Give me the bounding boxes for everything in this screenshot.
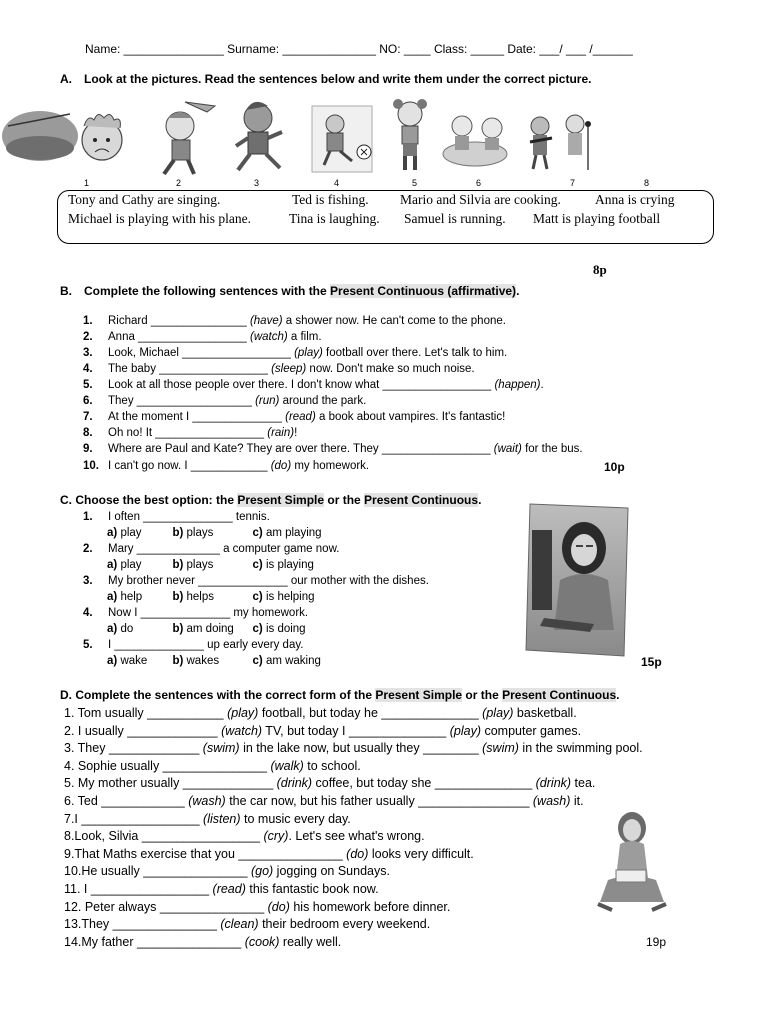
item-number: 7. [83,411,93,423]
item-verb-hint-1: (do) [267,899,290,914]
section-b-score: 10p [604,460,625,474]
item-text-post: my homework. [291,460,370,472]
item-text-pre: 5. My mother usually _____________ [64,776,277,791]
question-number: 1. [83,511,93,523]
item-verb-hint-1: (swim) [202,741,240,756]
section-d-item [64,724,581,738]
option-c-letter: c) [252,559,263,571]
item-text-post: for the bus. [521,443,583,455]
option-a-letter: a) [107,527,118,539]
item-text-post: basketball. [513,706,577,720]
item-verb-hint-2: (play) [482,706,514,720]
question-text: Mary _____________ a computer game now. [108,543,340,555]
item-text-pre: 6. Ted ____________ [64,794,189,808]
item-text-pre: Look, Michael _________________ [108,347,295,359]
item-text-post: a film. [287,331,322,343]
item-verb-hint-2: (play) [449,723,481,738]
section-b-item [83,395,366,407]
section-d-title-post: . [616,688,620,702]
item-text-pre: 10.He usually _______________ [64,864,251,879]
section-b-item [83,363,475,375]
question-text: I often ______________ tennis. [108,511,270,523]
sentence-3: Mario and Silvia are cooking. [400,192,561,207]
section-d-score: 19p [646,935,667,949]
option-b-letter: b) [172,527,184,539]
item-verb-hint: (run) [255,395,280,407]
section-d-item [64,706,577,720]
item-verb-hint-1: (do) [346,846,369,861]
item-text-pre: 3. They _____________ [64,741,203,756]
section-d-title [60,688,619,702]
item-text-pre: 9.That Maths exercise that you _______________ [64,846,347,861]
item-text-mid: coffee, but today she ______________ [312,776,536,791]
item-text-pre: 4. Sophie usually _______________ [64,758,271,773]
item-number: 8. [83,427,93,439]
item-verb-hint-2: (swim) [482,741,519,756]
item-number: 1. [83,315,93,327]
item-verb-hint-1: (drink) [276,776,313,791]
question-number: 2. [83,543,93,555]
item-text-post: in the swimming pool. [518,741,643,756]
section-d-item [64,935,341,949]
picture-4-football [312,106,372,172]
item-verb-hint: (rain) [267,427,295,439]
item-text-mid: jogging on Sundays. [273,864,390,879]
item-text-mid: looks very difficult. [368,846,474,861]
item-verb-hint: (sleep) [271,363,307,375]
section-d-item [64,917,430,931]
section-c-question [83,511,270,523]
item-text-mid: their bedroom every weekend. [258,917,431,932]
item-text-mid: this fantastic book now. [245,882,379,896]
item-text-post: computer games. [481,723,582,738]
section-c-title-mid: or the [324,493,365,507]
option-a-text: play [120,559,142,571]
item-verb-hint-1: (watch) [221,723,263,738]
item-verb-hint: (watch) [249,331,288,343]
item-text-pre: Look at all those people over there. I don't know what _________________ [108,379,495,391]
item-text-pre: I can't go now. I ____________ [108,460,271,472]
item-text-mid: the car now, but his father usually ________________ [225,794,533,808]
item-verb-hint: (read) [285,411,316,423]
item-text-pre: The baby _________________ [108,363,272,375]
section-d-item [64,759,361,773]
sentence-1: Tony and Cathy are singing. [68,192,221,207]
girl-at-computer-photo [524,500,634,660]
sentence-8: Matt is playing football [533,211,661,226]
section-b-item [83,347,507,359]
item-verb-hint-1: (clean) [220,917,259,932]
section-c-title-hl1: Present Simple [237,493,325,507]
section-c-options [107,655,321,667]
option-c-text: am playing [265,527,322,539]
item-number: 2. [83,331,93,343]
item-text-mid: to music every day. [240,811,351,826]
section-c-question [83,639,303,651]
item-text-pre: 7.I _________________ [64,811,204,826]
option-b-text: plays [186,559,214,571]
option-a-text: play [120,527,142,539]
section-b-item [83,411,505,423]
section-b-item [83,379,544,391]
section-a-title [60,72,591,86]
picture-number-3: 3 [254,178,260,188]
item-text-post: football over there. Let's talk to him. [322,347,508,359]
option-a-text: wake [120,655,148,667]
section-c-question [83,543,339,555]
option-a-text: help [120,591,143,603]
question-number: 5. [83,639,93,651]
item-verb-hint-1: (go) [250,864,274,879]
section-a-score: 8p [593,262,607,277]
item-text-mid: to school. [303,758,361,773]
picture-2-boy-plane [164,102,215,174]
sentence-6: Tina is laughing. [289,211,380,226]
section-b-item [83,331,322,343]
picture-7-singing [530,115,591,170]
picture-number-2: 2 [176,178,182,188]
option-c-letter: c) [252,655,263,667]
section-d-title-hl1: Present Simple [375,688,463,702]
item-verb-hint-1: (cook) [244,934,280,949]
section-b-item [83,427,297,439]
item-text-post: a book about vampires. It's fantastic! [315,411,506,423]
section-c-title-hl2: Present Continuous [364,493,479,507]
item-verb-hint-2: (drink) [535,776,572,791]
section-c-options [107,623,306,635]
section-c-options [107,559,314,571]
section-d-item [64,864,390,878]
picture-number-4: 4 [334,178,340,188]
section-b-title-pre: Complete the following sentences with the [84,284,331,298]
item-text-post: a shower now. He can't come to the phone. [282,315,506,327]
option-b-letter: b) [172,591,184,603]
sentence-2: Ted is fishing. [292,192,369,207]
item-text-pre: 11. I _________________ [64,882,213,896]
section-d-item [64,829,425,843]
option-b-text: am doing [186,623,234,635]
item-verb-hint: (wait) [493,443,522,455]
question-text: I ______________ up early every day. [108,639,304,651]
option-c-letter: c) [252,527,263,539]
item-verb-hint: (do) [270,460,292,472]
option-c-text: is playing [265,559,314,571]
picture-1-fishing-crying [2,111,122,161]
section-b-title [60,284,519,298]
option-c-letter: c) [252,591,263,603]
option-a-letter: a) [107,591,118,603]
question-number: 4. [83,607,93,619]
option-c-text: is helping [265,591,315,603]
section-d-item [64,794,584,808]
option-a-letter: a) [107,655,118,667]
item-text-pre: Oh no! It _________________ [108,427,268,439]
option-b-text: helps [186,591,214,603]
item-text-post: . [540,379,544,391]
section-b-title-post: . [516,284,520,298]
item-text-pre: Richard _______________ [108,315,250,327]
question-text: My brother never ______________ our mother with the dishes. [108,575,429,587]
item-number: 9. [83,443,93,455]
item-verb-hint-1: (play) [227,706,259,720]
section-d-item [64,900,450,914]
option-b-letter: b) [172,623,184,635]
section-d-title-mid: or the [462,688,503,702]
section-c-title-pre: C. Choose the best option: the [60,493,238,507]
sentence-7: Samuel is running. [404,211,506,226]
picture-number-7: 7 [570,178,576,188]
item-text-pre: 13.They _______________ [64,917,221,932]
section-a-instructions: Look at the pictures. Read the sentences below and write them under the correct picture. [84,72,592,86]
option-c-text: is doing [265,623,306,635]
item-text-pre: 12. Peter always _______________ [64,899,268,914]
section-b-title-highlight: Present Continuous (affirmative) [330,284,517,298]
picture-number-5: 5 [412,178,418,188]
item-text-post: now. Don't make so much noise. [306,363,475,375]
section-b-item [83,315,506,327]
item-verb-hint-1: (read) [212,882,246,896]
item-text-pre: Where are Paul and Kate? They are over there. They _________________ [108,443,494,455]
picture-number-6: 6 [476,178,482,188]
section-c-title-post: . [478,493,482,507]
option-c-text: am waking [265,655,321,667]
section-a-letter: A. [60,72,72,86]
item-verb-hint: (happen) [494,379,541,391]
picture-number-8: 8 [644,178,650,188]
option-a-letter: a) [107,559,118,571]
section-d-item [64,812,351,826]
option-b-text: plays [186,527,214,539]
item-verb-hint: (have) [249,315,283,327]
section-d-item [64,776,595,790]
section-d-item [64,847,474,861]
sentence-5: Michael is playing with his plane. [68,211,251,226]
item-text-mid: football, but today he ______________ [258,706,483,720]
option-c-letter: c) [252,623,263,635]
section-c-title [60,493,481,507]
item-text-mid: . Let's see what's wrong. [288,829,425,844]
section-c-question [83,607,308,619]
item-text-mid: his homework before dinner. [289,899,451,914]
option-a-letter: a) [107,623,118,635]
item-text-mid: TV, but today I ______________ [262,723,450,738]
section-d-item [64,882,379,896]
item-text-pre: Anna _________________ [108,331,250,343]
picture-number-1: 1 [84,178,90,188]
item-text-pre: 14.My father _______________ [64,934,245,949]
section-d-title-hl2: Present Continuous [502,688,617,702]
item-verb-hint-1: (walk) [270,758,304,773]
sentence-4: Anna is crying [595,192,675,207]
question-text: Now I ______________ my homework. [108,607,309,619]
item-text-pre: At the moment I ______________ [108,411,286,423]
section-c-options [107,591,315,603]
item-text-post: it. [570,794,584,808]
item-verb-hint-1: (wash) [188,794,226,808]
section-b-item [83,460,369,472]
item-number: 6. [83,395,93,407]
section-c-options [107,527,322,539]
option-b-letter: b) [172,559,184,571]
item-text-post: ! [294,427,298,439]
question-number: 3. [83,575,93,587]
item-number: 4. [83,363,93,375]
item-verb-hint-2: (wash) [532,794,571,808]
item-verb-hint: (play) [294,347,323,359]
option-b-letter: b) [172,655,184,667]
item-text-post: tea. [571,776,596,791]
picture-6-cooking [443,116,507,166]
item-text-mid: in the lake now, but usually they ________ [239,741,483,756]
item-verb-hint-1: (listen) [203,811,241,826]
item-verb-hint-1: (cry) [263,829,289,844]
item-text-pre: 1. Tom usually ___________ [64,706,228,720]
picture-5-laughing-girl [393,99,427,170]
girl-with-book-photo [594,810,670,914]
section-d-item [64,741,643,755]
student-info-line: Name: _______________ Surname: ______________ NO: ____ Class: _____ Date: ___/ ___ /______ [85,42,633,56]
item-text-post: around the park. [279,395,367,407]
picture-3-running-boy [236,102,282,170]
option-a-text: do [120,623,134,635]
option-b-text: wakes [186,655,220,667]
item-text-pre: 8.Look, Silvia _________________ [64,829,264,844]
section-b-item [83,443,583,455]
item-text-pre: 2. I usually _____________ [64,723,222,738]
item-number: 5. [83,379,93,391]
item-number: 3. [83,347,93,359]
section-d-title-pre: D. Complete the sentences with the correct form of the [60,688,376,702]
section-b-letter: B. [60,284,72,298]
section-c-question [83,575,429,587]
item-number: 10. [83,460,99,472]
item-text-pre: They __________________ [108,395,256,407]
section-c-score: 15p [641,655,662,669]
item-text-mid: really well. [279,934,342,949]
pictures-strip [0,96,680,188]
